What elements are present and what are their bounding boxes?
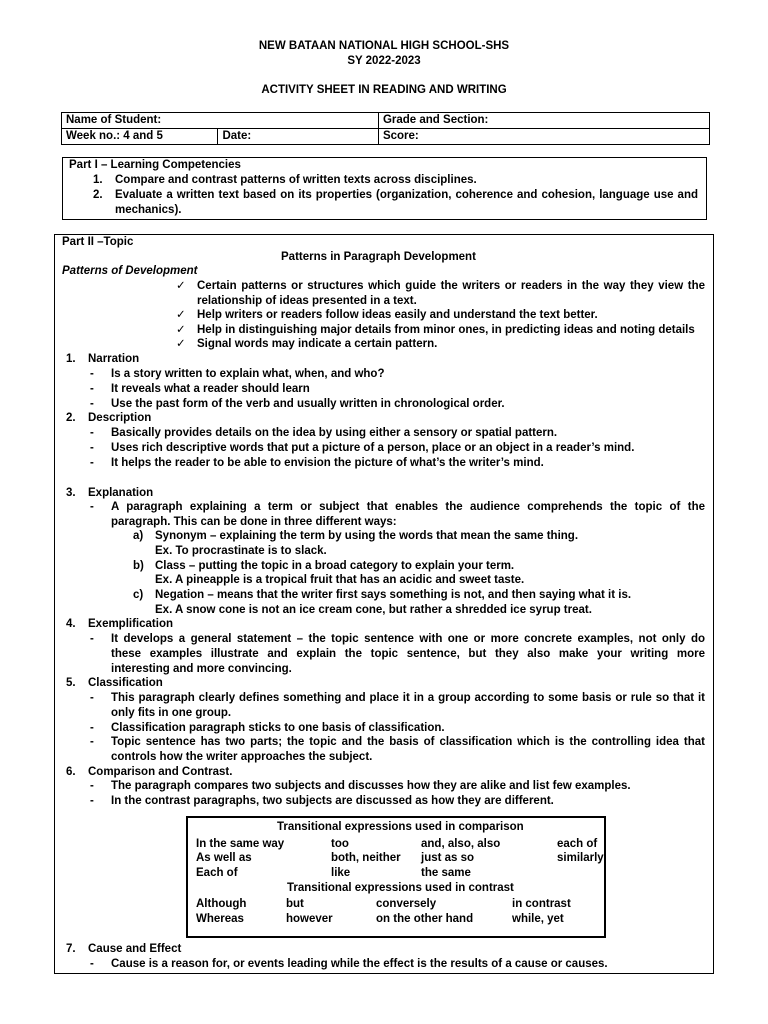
explanation-line2: paragraph. This can be done in three different ways: xyxy=(111,516,397,528)
comparison-cell: In the same way xyxy=(196,838,285,850)
student-info-table xyxy=(61,112,710,145)
sub-letter: c) xyxy=(133,589,144,601)
table-row xyxy=(62,113,710,129)
section-number: 1. xyxy=(66,353,76,365)
dash-bullet: - xyxy=(90,736,94,748)
part2-title: Patterns in Paragraph Development xyxy=(281,251,476,263)
section-number: 3. xyxy=(66,487,76,499)
sub-letter: a) xyxy=(133,530,144,542)
contrast-cell: however xyxy=(286,913,333,925)
dash-bullet: - xyxy=(90,633,94,645)
check-item-4: Signal words may indicate a certain pattern. xyxy=(197,338,438,350)
contrast-table-title: Transitional expressions used in contrast xyxy=(287,882,514,894)
comparison-cell: both, neither xyxy=(331,852,401,864)
synonym-example: Ex. To procrastinate is to slack. xyxy=(155,545,327,557)
dash-bullet: - xyxy=(90,692,94,704)
competency-1: Compare and contrast patterns of written texts across disciplines. xyxy=(115,174,477,186)
comparison-title: Comparison and Contrast. xyxy=(88,766,233,778)
contrast-cell: in contrast xyxy=(512,898,571,910)
dash-bullet: - xyxy=(90,958,94,970)
sub-letter: b) xyxy=(133,560,144,572)
comparison-table-title: Transitional expressions used in comparison xyxy=(277,821,524,833)
contrast-cell: while, yet xyxy=(512,913,564,925)
dash-bullet: - xyxy=(90,383,94,395)
check-item-1-line1: Certain patterns or structures which guide the writers or readers in the way they view the xyxy=(197,280,705,292)
check-icon: ✓ xyxy=(176,309,186,321)
comparison-cell: too xyxy=(331,838,349,850)
contrast-cell: conversely xyxy=(376,898,437,910)
comparison-cell: the same xyxy=(421,867,471,879)
negation-example: Ex. A snow cone is not an ice cream cone, but rather a shredded ice syrup treat. xyxy=(155,604,592,616)
classification-b1-line2: only fits in one group. xyxy=(111,707,232,719)
class-text: Class – putting the topic in a broad category to explain your term. xyxy=(155,560,515,572)
section-number: 7. xyxy=(66,943,76,955)
competency-2-line2: mechanics). xyxy=(115,204,182,216)
section-number: 5. xyxy=(66,677,76,689)
classification-b3-line1: Topic sentence has two parts; the topic and the basis of classification which is the controlling idea that xyxy=(111,736,705,748)
check-icon: ✓ xyxy=(176,324,186,336)
part2-heading: Part II –Topic xyxy=(62,236,134,248)
comparison-bullet: In the contrast paragraphs, two subjects are discussed as how they are different. xyxy=(111,795,554,807)
classification-b1-line1: This paragraph clearly defines something and place it in a group according to some basis or rule so that it xyxy=(111,692,705,704)
dash-bullet: - xyxy=(90,442,94,454)
comparison-cell: Each of xyxy=(196,867,238,879)
comparison-cell: like xyxy=(331,867,351,879)
dash-bullet: - xyxy=(90,780,94,792)
classification-b3-line2: controls how the writer approaches the subject. xyxy=(111,751,373,763)
patterns-subheading: Patterns of Development xyxy=(62,265,198,277)
competency-number: 1. xyxy=(93,174,103,186)
week-no-cell: Week no.: 4 and 5 xyxy=(62,129,218,145)
name-of-student-cell: Name of Student: xyxy=(62,113,379,129)
contrast-cell: Although xyxy=(196,898,247,910)
school-name: NEW BATAAN NATIONAL HIGH SCHOOL-SHS xyxy=(258,40,510,52)
sheet-title: ACTIVITY SHEET IN READING AND WRITING xyxy=(261,84,507,96)
contrast-cell: on the other hand xyxy=(376,913,474,925)
narration-bullet: It reveals what a reader should learn xyxy=(111,383,310,395)
section-number: 6. xyxy=(66,766,76,778)
dash-bullet: - xyxy=(90,427,94,439)
competency-2-line1: Evaluate a written text based on its properties (organization, coherence and cohesion, language use and xyxy=(115,189,698,201)
exemplification-line3: interesting and more convincing. xyxy=(111,663,292,675)
check-item-3: Help in distinguishing major details from minor ones, in predicting ideas and noting details xyxy=(197,324,695,336)
comparison-cell: similarly xyxy=(557,852,604,864)
dash-bullet: - xyxy=(90,722,94,734)
classification-title: Classification xyxy=(88,677,163,689)
cause-effect-title: Cause and Effect xyxy=(88,943,182,955)
classification-b2: Classification paragraph sticks to one basis of classification. xyxy=(111,722,445,734)
explanation-title: Explanation xyxy=(88,487,154,499)
narration-bullet: Use the past form of the verb and usually written in chronological order. xyxy=(111,398,505,410)
check-icon: ✓ xyxy=(176,338,186,350)
table-row xyxy=(62,129,710,145)
check-icon: ✓ xyxy=(176,280,186,292)
description-bullet: It helps the reader to be able to envision the picture of what’s the writer’s mind. xyxy=(111,457,544,469)
dash-bullet: - xyxy=(90,368,94,380)
dash-bullet: - xyxy=(90,501,94,513)
part1-heading: Part I – Learning Competencies xyxy=(69,159,241,171)
cause-effect-bullet: Cause is a reason for, or events leading while the effect is the results of a cause or causes. xyxy=(111,958,608,970)
section-number: 2. xyxy=(66,412,76,424)
comparison-cell: and, also, also xyxy=(421,838,501,850)
description-bullet: Uses rich descriptive words that put a picture of a person, place or an object in a reader’s mind. xyxy=(111,442,635,454)
narration-title: Narration xyxy=(88,353,140,365)
dash-bullet: - xyxy=(90,795,94,807)
class-example: Ex. A pineapple is a tropical fruit that has an acidic and sweet taste. xyxy=(155,574,525,586)
exemplification-line2: these examples illustrate and explain the topic sentence, but they also make your writing more xyxy=(111,648,705,660)
negation-text: Negation – means that the writer first says something is not, and then saying what it is. xyxy=(155,589,632,601)
exemplification-line1: It develops a general statement – the topic sentence with one or more concrete examples, not only do xyxy=(111,633,705,645)
comparison-bullet: The paragraph compares two subjects and discusses how they are alike and list few examples. xyxy=(111,780,631,792)
synonym-text: Synonym – explaining the term by using the words that mean the same thing. xyxy=(155,530,579,542)
contrast-cell: Whereas xyxy=(196,913,244,925)
comparison-cell: just as so xyxy=(421,852,475,864)
exemplification-title: Exemplification xyxy=(88,618,173,630)
date-cell: Date: xyxy=(218,129,378,145)
school-year: SY 2022-2023 xyxy=(347,55,421,67)
explanation-line1: A paragraph explaining a term or subject that enables the audience comprehends the topic of the xyxy=(111,501,705,513)
description-title: Description xyxy=(88,412,152,424)
competency-number: 2. xyxy=(93,189,103,201)
score-cell: Score: xyxy=(378,129,709,145)
description-bullet: Basically provides details on the idea by using either a sensory or spatial pattern. xyxy=(111,427,558,439)
comparison-cell: As well as xyxy=(196,852,252,864)
check-item-1-line2: relationship of ideas presented in a text. xyxy=(197,295,417,307)
check-item-2: Help writers or readers follow ideas easily and understand the text better. xyxy=(197,309,598,321)
dash-bullet: - xyxy=(90,398,94,410)
comparison-cell: each of xyxy=(557,838,598,850)
contrast-cell: but xyxy=(286,898,304,910)
grade-section-cell: Grade and Section: xyxy=(378,113,709,129)
narration-bullet: Is a story written to explain what, when, and who? xyxy=(111,368,385,380)
section-number: 4. xyxy=(66,618,76,630)
dash-bullet: - xyxy=(90,457,94,469)
